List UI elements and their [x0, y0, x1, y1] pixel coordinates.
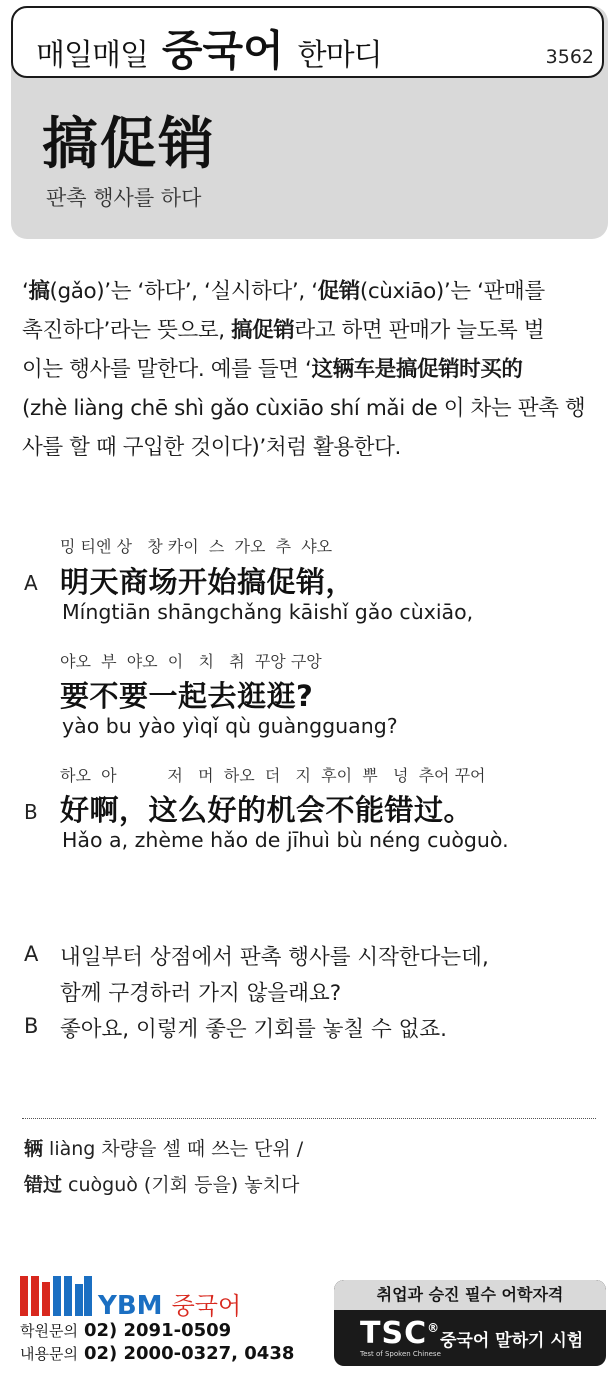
chinese-sentence: 要不要一起去逛逛? [60, 679, 314, 713]
series-title-chinese: 중국어 [161, 26, 284, 75]
pinyin-line: Hǎo a, zhème hǎo de jīhuì bù néng cuòguò. [62, 828, 509, 852]
tsc-banner [334, 1280, 606, 1366]
ybm-brand: YBM 중국어 [98, 1291, 242, 1321]
chinese-sentence: 明天商场开始搞促销， [60, 565, 356, 599]
explanation-line: 이는 행사를 말한다. 예를 들면 ‘这辆车是搞促销时买的 [22, 357, 523, 382]
translation-speaker: B [24, 1014, 39, 1038]
explanation-line: (zhè liàng chē shì gǎo cùxiāo shí mǎi de 이 차는 판촉 행 [22, 396, 586, 421]
explanation-line: 사를 할 때 구입한 것이다)’처럼 활용한다. [22, 435, 401, 460]
series-title-left: 매일매일 [36, 38, 148, 73]
series-title [36, 18, 382, 78]
issue-number: 3562 [545, 46, 594, 68]
translation-line: 내일부터 상점에서 판촉 행사를 시작한다는데, [60, 945, 489, 970]
tsc-tagline: 취업과 승진 필수 어학자격 [334, 1280, 606, 1310]
speaker-label: A [24, 571, 38, 595]
explanation-paragraph [22, 272, 597, 467]
vocab-item: 错过 cuòguò (기회 등을) 놓치다 [24, 1174, 300, 1196]
translation-speaker: A [24, 942, 39, 966]
vocab-item: 辆 liàng 차량을 셀 때 쓰는 단위 / [24, 1138, 304, 1160]
chinese-sentence: 好啊，这么好的机会不能错过。 [60, 793, 474, 827]
contact-content: 내용문의 02) 2000-0327, 0438 [20, 1343, 295, 1364]
translation-line: 함께 구경하러 가지 않을래요? [60, 981, 342, 1006]
korean-reading: 야오 부 야오 이 치 취 꾸앙 구앙 [60, 652, 322, 671]
tsc-logo: TSC® [360, 1316, 441, 1351]
translation-line: 좋아요, 이렇게 좋은 기회를 놓칠 수 없죠. [60, 1017, 447, 1042]
pinyin-line: yào bu yào yìqǐ qù guàngguang? [62, 714, 398, 738]
headword: 搞促销 [42, 111, 216, 177]
series-title-right: 한마디 [297, 38, 382, 73]
pinyin-line: Míngtiān shāngchǎng kāishǐ gǎo cùxiāo, [62, 600, 474, 624]
section-divider [22, 1118, 596, 1119]
korean-reading: 하오 아 저 머 하오 더 지 후이 뿌 넝 추어 꾸어 [60, 766, 486, 785]
explanation-line: ‘搞(gǎo)’는 ‘하다’, ‘실시하다’, ‘促销(cùxiāo)’는 ‘판매를 [22, 279, 545, 304]
ybm-logo-icon [20, 1276, 92, 1316]
explanation-line: 촉진하다’라는 뜻으로, 搞促销라고 하면 판매가 늘도록 벌 [22, 318, 545, 343]
tsc-subtitle: Test of Spoken Chinese [360, 1350, 441, 1358]
tsc-description: 중국어 말하기 시험 [440, 1331, 584, 1351]
speaker-label: B [24, 800, 38, 824]
contact-academy: 학원문의 02) 2091-0509 [20, 1320, 232, 1341]
korean-reading: 밍 티엔 상 창 카이 스 가오 추 샤오 [60, 537, 333, 556]
headword-meaning: 판촉 행사를 하다 [46, 186, 202, 210]
